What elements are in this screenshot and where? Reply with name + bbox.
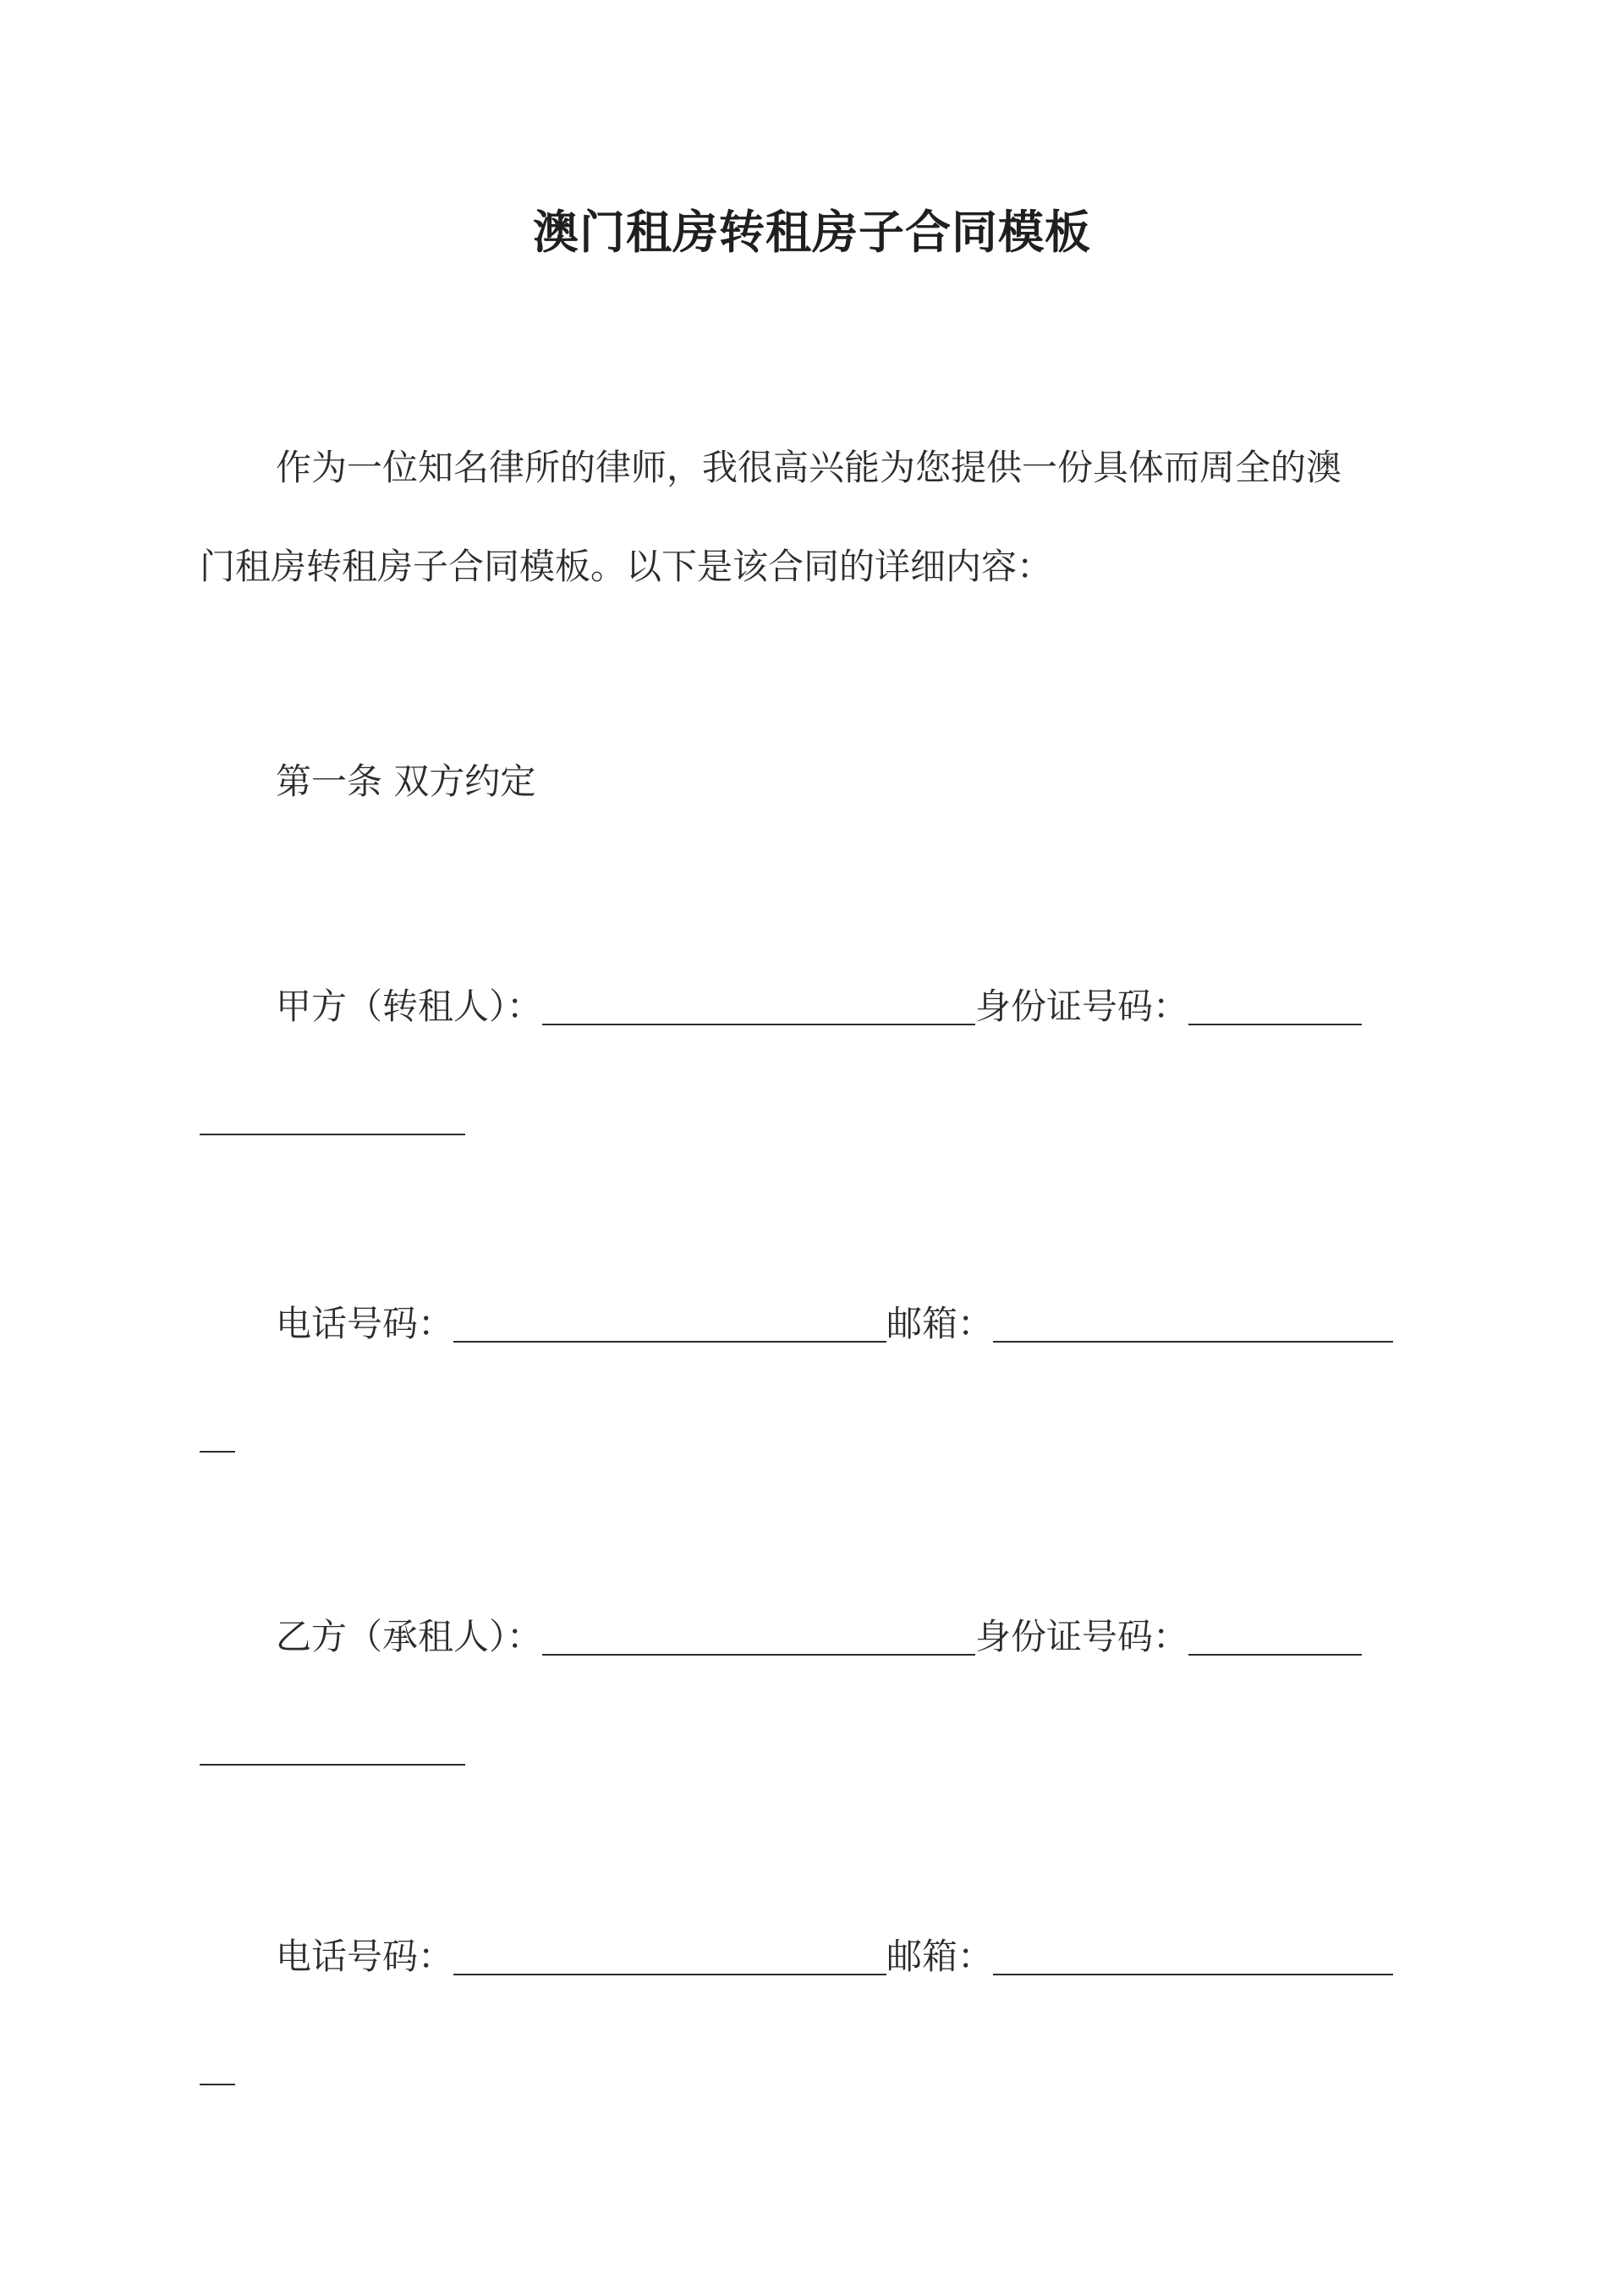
party-a-contact-row (276, 1299, 1426, 1349)
party-a-email-label: 邮箱： (886, 1303, 994, 1344)
party-b-name-row (276, 1612, 1426, 1662)
party-b-id-label: 身份证号码： (975, 1616, 1189, 1657)
party-a-id-field[interactable] (1188, 986, 1362, 1025)
party-a-email-field-overflow[interactable] (200, 1414, 235, 1453)
document-title: 澳门租房转租房子合同模板 (533, 205, 1091, 259)
party-b-id-field-overflow[interactable] (200, 1727, 465, 1766)
party-b-email-field-continued (200, 2041, 1426, 2092)
party-b-email-field[interactable] (993, 1936, 1393, 1975)
party-a-email-field-continued (200, 1409, 1426, 1459)
party-a-name-row (276, 981, 1426, 1032)
party-a-phone-label: 电话号码： (276, 1303, 454, 1344)
party-b-name-field[interactable] (542, 1617, 975, 1656)
party-b-id-field[interactable] (1188, 1617, 1362, 1656)
party-b-email-field-overflow[interactable] (200, 2046, 235, 2085)
party-a-phone-field[interactable] (453, 1304, 886, 1343)
party-b-phone-label: 电话号码： (276, 1936, 454, 1977)
party-a-label: 甲方（转租人）： (276, 986, 543, 1027)
party-a-name-field[interactable] (542, 986, 975, 1025)
party-a-id-label: 身份证号码： (975, 986, 1189, 1027)
party-b-phone-field[interactable] (453, 1936, 886, 1975)
party-b-email-label: 邮箱： (886, 1936, 994, 1977)
party-a-id-field-continued (200, 1091, 1426, 1142)
intro-paragraph-line-1: 作为一位知名律所的律师，我很高兴能为您提供一份具体而周全的澳 (276, 447, 1342, 488)
section-heading: 第一条 双方约定 (276, 761, 536, 802)
party-a-email-field[interactable] (993, 1304, 1393, 1343)
intro-paragraph-line-2: 门租房转租房子合同模板。以下是该合同的详细内容： (200, 546, 1053, 587)
party-b-contact-row (276, 1931, 1426, 1982)
party-a-id-field-overflow[interactable] (200, 1096, 465, 1135)
party-b-id-field-continued (200, 1722, 1426, 1772)
party-b-label: 乙方（承租人）： (276, 1616, 543, 1657)
